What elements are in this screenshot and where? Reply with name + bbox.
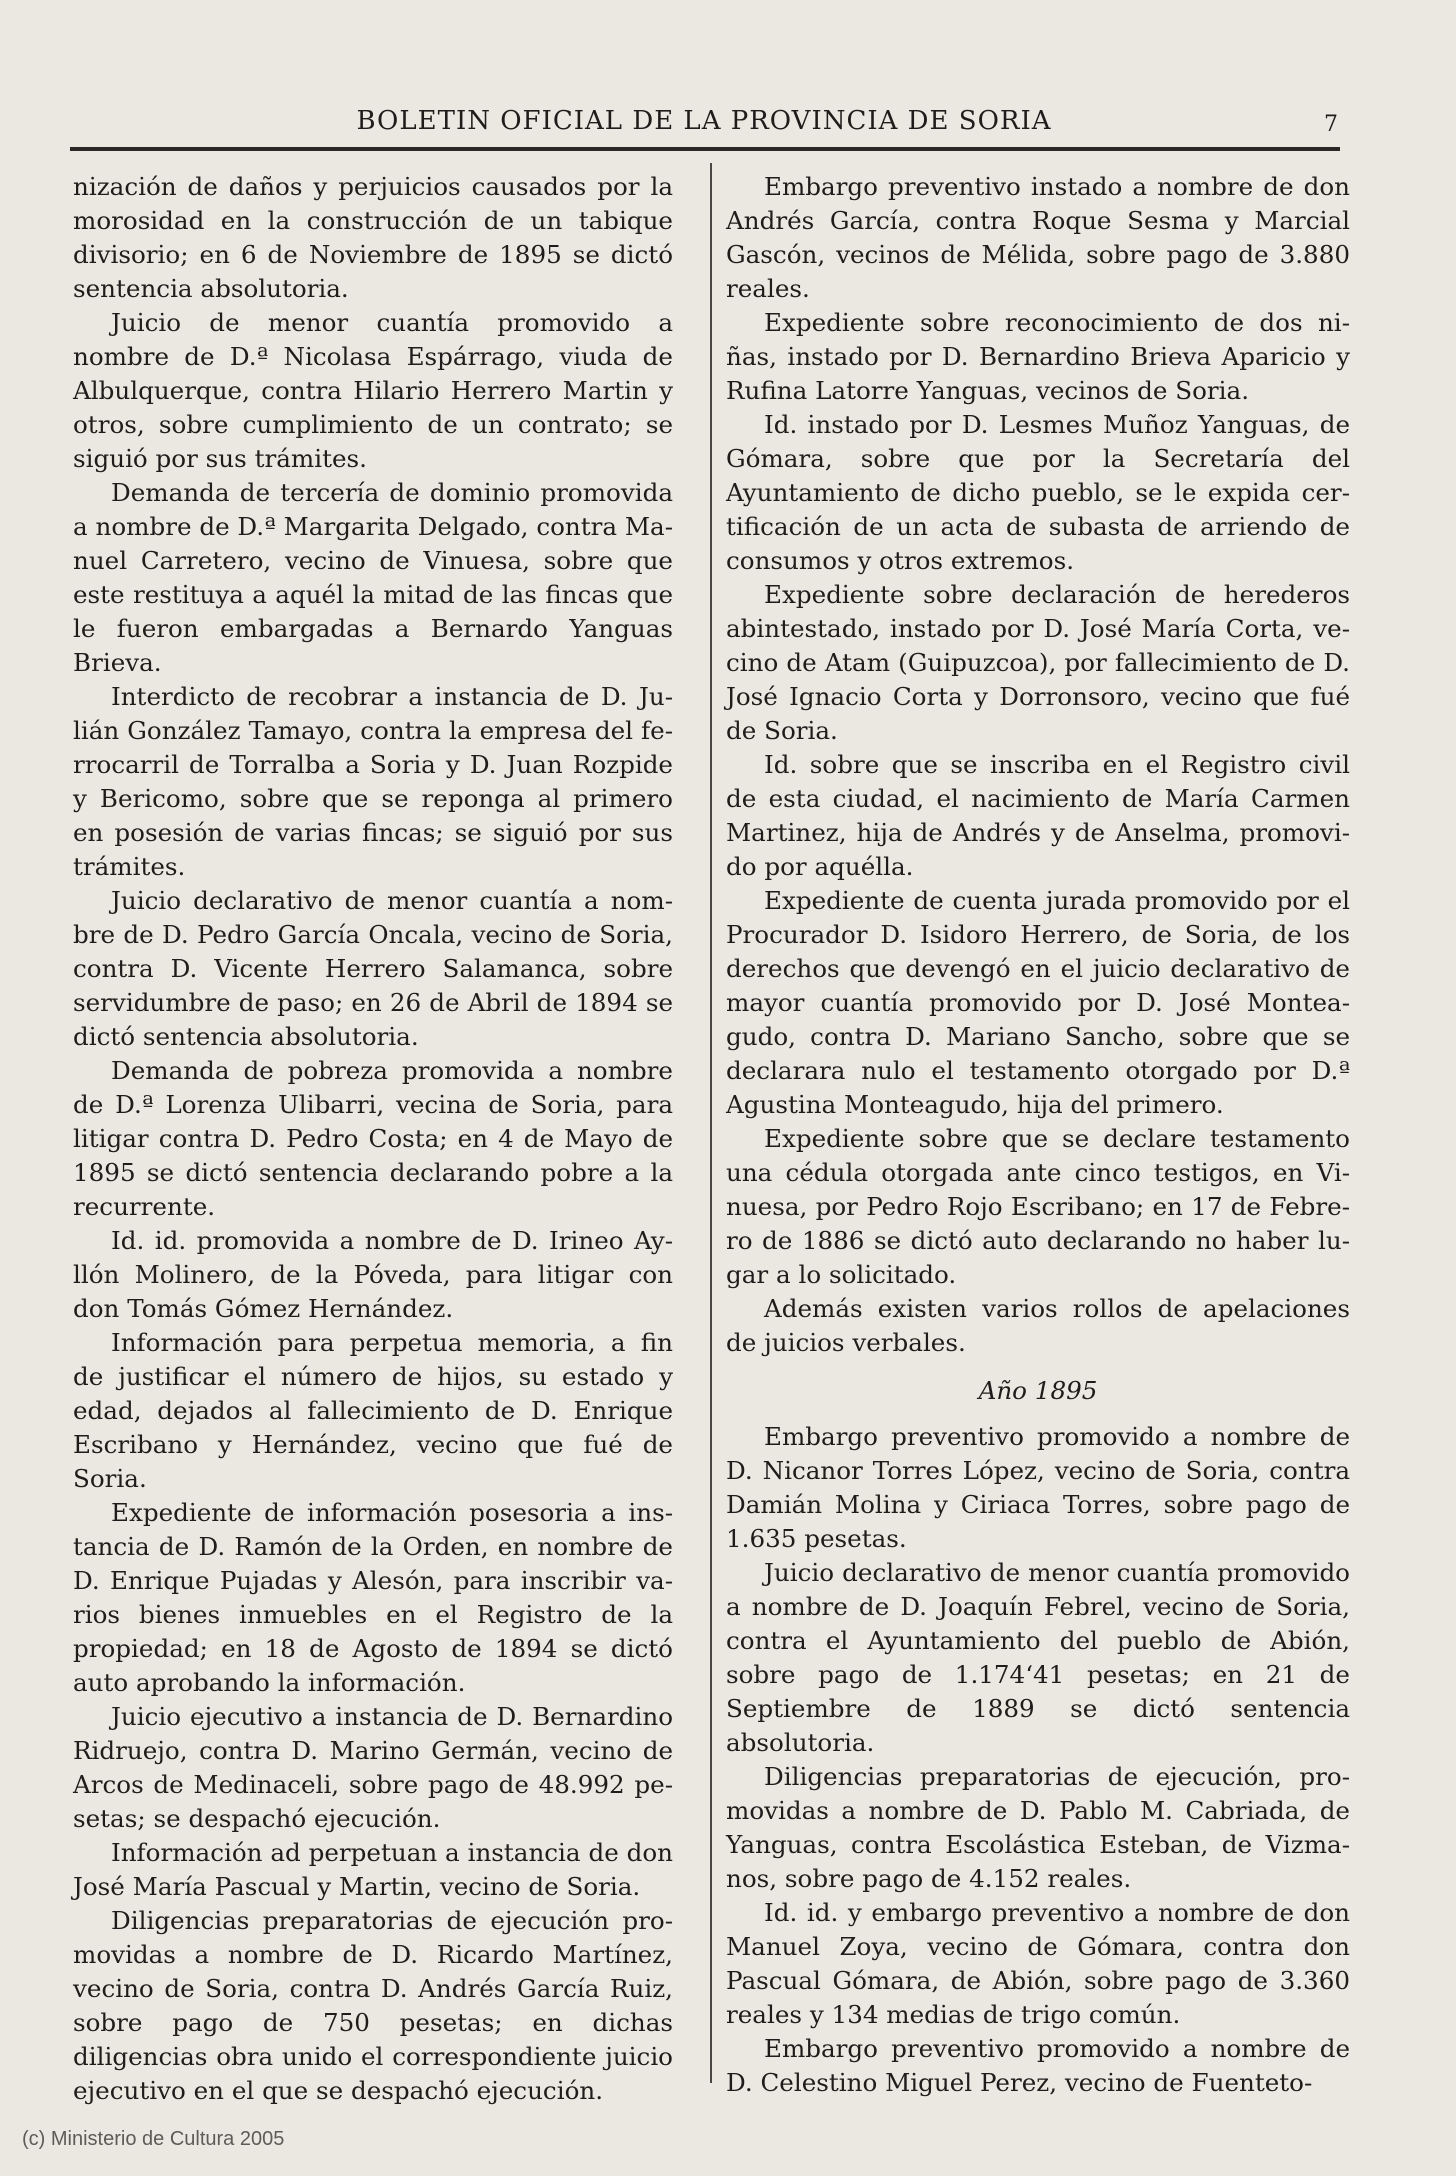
paragraph: Embargo preventivo promovido a nombre de D. Nicanor Torres López, vecino de Soria, contra Damián Molina y Ciriaca Torres, sobre pago de 1.635 pesetas.: [726, 1422, 1350, 1553]
paragraph: Juicio de menor cuantía promovido a nombre de D.ª Nicolasa Espárrago, viuda de Albulquerque, contra Hilario Herrero Martin y otros, sobre cumplimiento de un contrato; se siguió por sus trámites.: [73, 308, 673, 473]
right-column: [726, 170, 1350, 2100]
paragraph: Embargo preventivo promovido a nombre de D. Celestino Miguel Perez, vecino de Fuenteto-: [726, 2034, 1350, 2097]
paragraph: Juicio declarativo de menor cuantía promovido a nombre de D. Joaquín Febrel, vecino de Soria, contra el Ayuntamiento del pueblo de Abión, sobre pago de 1.174‘41 pesetas; en 21 de Septiembre de 1889 se dictó sentencia absolutoria.: [726, 1558, 1350, 1757]
paragraph: Interdicto de recobrar a instancia de D. Julián González Tamayo, contra la empresa del ferrocarril de Torralba a Soria y D. Juan Rozpide y Bericomo, sobre que se reponga al primero en posesión de varias fincas; se siguió por sus trámites.: [73, 682, 673, 881]
left-column: [73, 170, 673, 2108]
paragraph: Juicio ejecutivo a instancia de D. Bernardino Ridruejo, contra D. Marino Germán, vecino de Arcos de Medinaceli, sobre pago de 48.992 pesetas; se despachó ejecución.: [73, 1702, 673, 1833]
paragraph: Expediente sobre declaración de herederos abintestado, instado por D. José María Corta, vecino de Atam (Guipuzcoa), por fallecimiento de D. José Ignacio Corta y Dorronsoro, vecino que fué de Soria.: [726, 580, 1350, 745]
year-heading: Año 1895: [978, 1376, 1098, 1405]
column-divider: [710, 163, 712, 2083]
paragraph: Id. id. promovida a nombre de D. Irineo Ayllón Molinero, de la Póveda, para litigar con don Tomás Gómez Hernández.: [73, 1226, 673, 1323]
header-rule: [70, 147, 1340, 151]
paragraph: Id. id. y embargo preventivo a nombre de don Manuel Zoya, vecino de Gómara, contra don Pascual Gómara, de Abión, sobre pago de 3.360 reales y 134 medias de trigo común.: [726, 1898, 1350, 2029]
paragraph: Expediente sobre que se declare testamento una cédula otorgada ante cinco testigos, en Vinuesa, por Pedro Rojo Escribano; en 17 de Febrero de 1886 se dictó auto declarando no haber lugar a lo solicitado.: [726, 1124, 1350, 1289]
paragraph: Id. instado por D. Lesmes Muñoz Yanguas, de Gómara, sobre que por la Secretaría del Ayuntamiento de dicho pueblo, se le expida certificación de un acta de subasta de arriendo de consumos y otros extremos.: [726, 410, 1350, 575]
paragraph: Demanda de pobreza promovida a nombre de D.ª Lorenza Ulibarri, vecina de Soria, para litigar contra D. Pedro Costa; en 4 de Mayo de 1895 se dictó sentencia declarando pobre a la recurrente.: [73, 1056, 673, 1221]
paragraph: Además existen varios rollos de apelaciones de juicios verbales.: [726, 1294, 1350, 1357]
paragraph: Expediente de información posesoria a instancia de D. Ramón de la Orden, en nombre de D. Enrique Pujadas y Alesón, para inscribir varios bienes inmuebles en el Registro de la propiedad; en 18 de Agosto de 1894 se dictó auto aprobando la información.: [73, 1498, 673, 1697]
paragraph: Diligencias preparatorias de ejecución, promovidas a nombre de D. Pablo M. Cabriada, de Yanguas, contra Escolástica Esteban, de Vizmanos, sobre pago de 4.152 reales.: [726, 1762, 1350, 1893]
header-title: BOLETIN OFICIAL DE LA PROVINCIA DE SORIA: [356, 106, 1052, 136]
paragraph: Información ad perpetuan a instancia de don José María Pascual y Martin, vecino de Soria.: [73, 1838, 673, 1901]
page-number: 7: [1324, 112, 1338, 137]
paragraph: Expediente de cuenta jurada promovido por el Procurador D. Isidoro Herrero, de Soria, de los derechos que devengó en el juicio declarativo de mayor cuantía promovido por D. José Monteagudo, contra D. Mariano Sancho, sobre que se declarara nulo el testamento otorgado por D.ª Agustina Monteagudo, hija del primero.: [726, 886, 1350, 1119]
paragraph: Id. sobre que se inscriba en el Registro civil de esta ciudad, el nacimiento de María Carmen Martinez, hija de Andrés y de Anselma, promovido por aquélla.: [726, 750, 1350, 881]
paragraph: nización de daños y perjuicios causados por la morosidad en la construcción de un tabique divisorio; en 6 de Noviembre de 1895 se dictó sentencia absolutoria.: [73, 172, 673, 303]
paragraph: Juicio declarativo de menor cuantía a nombre de D. Pedro García Oncala, vecino de Soria, contra D. Vicente Herrero Salamanca, sobre servidumbre de paso; en 26 de Abril de 1894 se dictó sentencia absolutoria.: [73, 886, 673, 1051]
page-header: [60, 104, 1348, 144]
paragraph: Demanda de tercería de dominio promovida a nombre de D.ª Margarita Delgado, contra Manuel Carretero, vecino de Vinuesa, sobre que este restituya a aquél la mitad de las fincas que le fueron embargadas a Bernardo Yanguas Brieva.: [73, 478, 674, 677]
copyright-notice: (c) Ministerio de Cultura 2005: [22, 2128, 285, 2150]
paragraph: Información para perpetua memoria, a fin de justificar el número de hijos, su estado y edad, dejados al fallecimiento de D. Enrique Escribano y Hernández, vecino que fué de Soria.: [73, 1328, 673, 1493]
paragraph: Embargo preventivo instado a nombre de don Andrés García, contra Roque Sesma y Marcial Gascón, vecinos de Mélida, sobre pago de 3.880 reales.: [726, 172, 1350, 303]
paragraph: Expediente sobre reconocimiento de dos niñas, instado por D. Bernardino Brieva Aparicio y Rufina Latorre Yanguas, vecinos de Soria.: [726, 308, 1350, 405]
paragraph: Diligencias preparatorias de ejecución promovidas a nombre de D. Ricardo Martínez, vecino de Soria, contra D. Andrés García Ruiz, sobre pago de 750 pesetas; en dichas diligencias obra unido el correspondiente juicio ejecutivo en el que se despachó ejecución.: [73, 1906, 673, 2105]
